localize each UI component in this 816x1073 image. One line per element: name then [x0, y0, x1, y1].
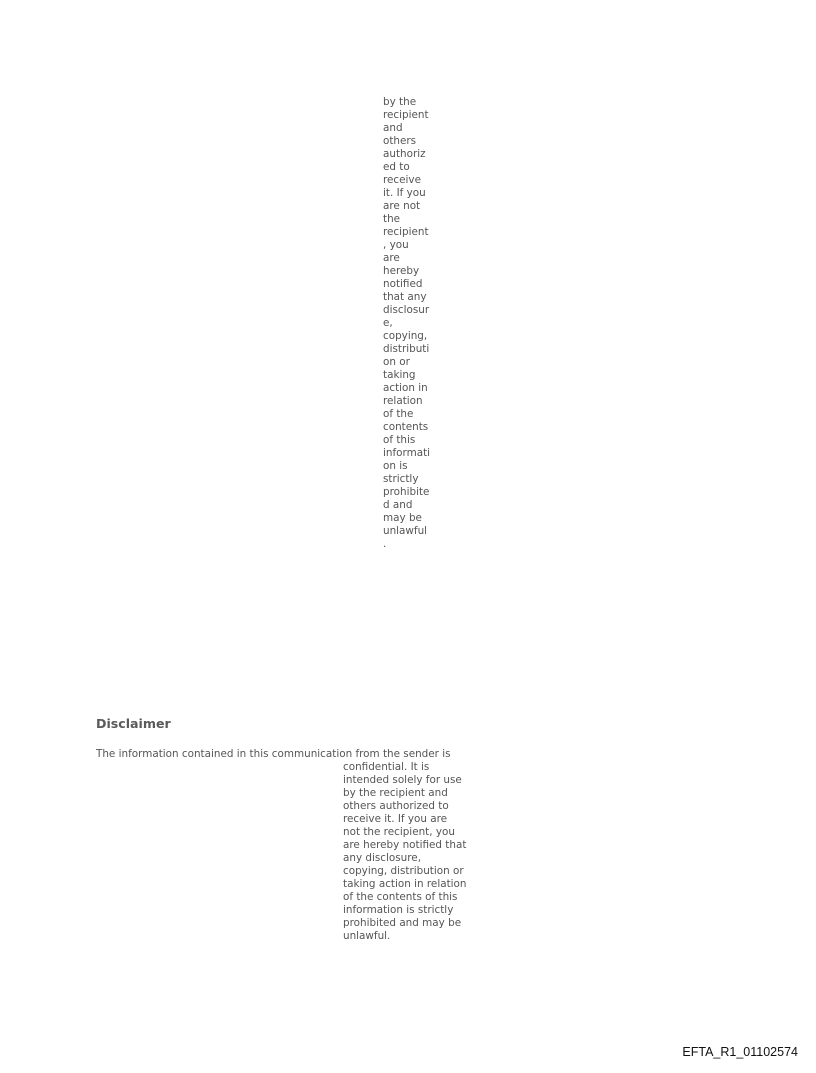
text-line: notified	[383, 278, 423, 290]
text-line: strictly	[383, 473, 419, 485]
text-line: disclosur	[383, 304, 430, 316]
document-id-stamp: EFTA_R1_01102574	[682, 1045, 798, 1059]
text-line: of this	[383, 434, 416, 446]
text-line: that any	[383, 291, 427, 303]
text-line: unlawful.	[343, 930, 391, 942]
disclaimer-heading: Disclaimer	[96, 716, 171, 731]
disclaimer-narrow-column	[383, 96, 443, 551]
text-line: copying, distribution or	[343, 865, 464, 877]
text-line: on or	[383, 356, 410, 368]
text-line: , you	[383, 239, 409, 251]
text-line: recipient	[383, 226, 429, 238]
disclaimer-first-line: The information contained in this communication from the sender is	[96, 748, 451, 760]
text-line: and	[383, 122, 403, 134]
text-line: may be	[383, 512, 422, 524]
text-line: prohibite	[383, 486, 430, 498]
text-line: ed to	[383, 161, 410, 173]
text-line: prohibited and may be	[343, 917, 462, 929]
text-line: taking action in relation	[343, 878, 467, 890]
text-line: recipient	[383, 109, 429, 121]
text-line: not the recipient, you	[343, 826, 455, 838]
text-line: any disclosure,	[343, 852, 421, 864]
text-line: the	[383, 213, 401, 225]
text-line: intended solely for use	[343, 774, 462, 786]
text-line: it. If you	[383, 187, 426, 199]
text-line: copying,	[383, 330, 428, 342]
text-line: receive	[383, 174, 421, 186]
text-line: d and	[383, 499, 413, 511]
text-line: are hereby notified that	[343, 839, 467, 851]
text-line: authoriz	[383, 148, 426, 160]
text-line: distributi	[383, 343, 430, 355]
text-line: others authorized to	[343, 800, 449, 812]
text-line: receive it. If you are	[343, 813, 448, 825]
text-line: e,	[383, 317, 393, 329]
text-line: informati	[383, 447, 431, 459]
text-line: of the	[383, 408, 414, 420]
text-line: of the contents of this	[343, 891, 458, 903]
text-line: by the	[383, 96, 417, 108]
text-line: confidential. It is	[343, 761, 430, 773]
text-line: information is strictly	[343, 904, 454, 916]
text-line: relation	[383, 395, 423, 407]
text-line: taking	[383, 369, 416, 381]
text-line: hereby	[383, 265, 420, 277]
text-line: unlawful	[383, 525, 428, 537]
text-line: are not	[383, 200, 421, 212]
text-line: on is	[383, 460, 408, 472]
text-line: are	[383, 252, 400, 264]
text-line: contents	[383, 421, 429, 433]
text-line: others	[383, 135, 417, 147]
disclaimer-body	[343, 761, 467, 943]
text-line: .	[383, 538, 387, 550]
text-line: action in	[383, 382, 428, 394]
text-line: by the recipient and	[343, 787, 448, 799]
